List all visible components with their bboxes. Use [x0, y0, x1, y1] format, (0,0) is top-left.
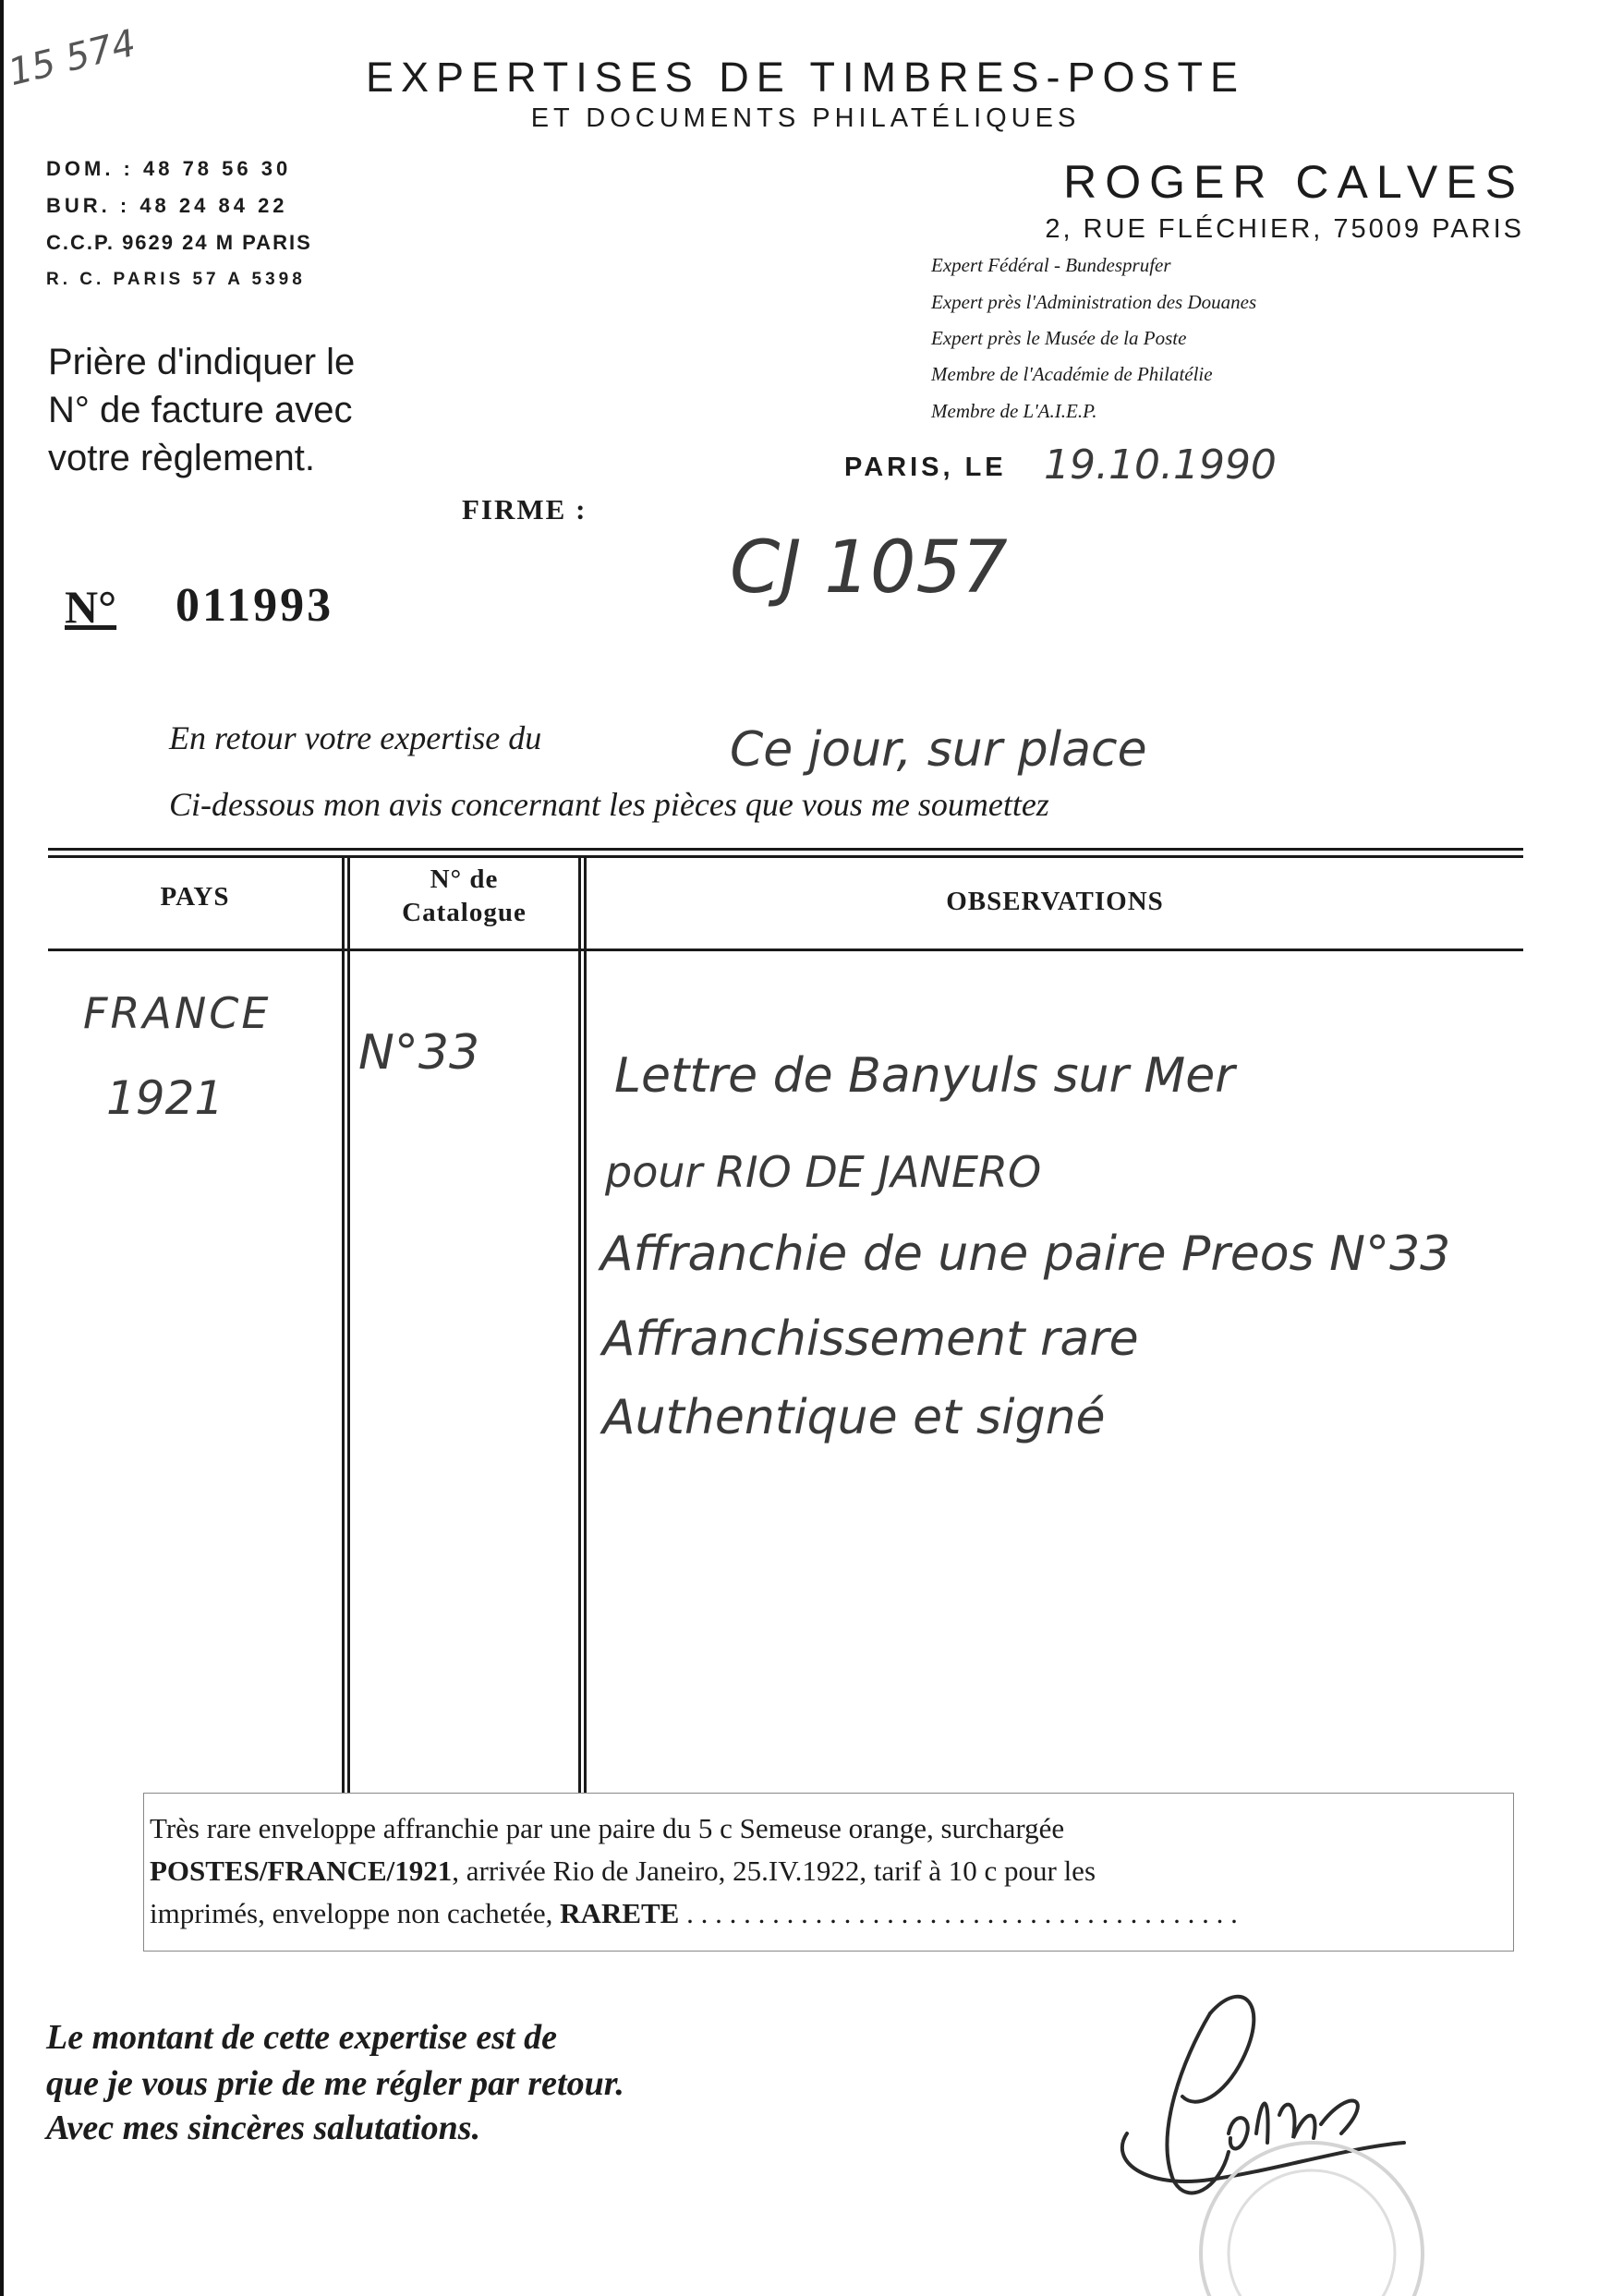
clipping-line	[150, 1855, 1096, 1888]
table-column-divider	[342, 855, 345, 1816]
contact-rc: R. C. PARIS 57 A 5398	[46, 270, 306, 289]
contact-dom: DOM. : 48 78 56 30	[46, 157, 292, 180]
firm-label: FIRME :	[462, 493, 587, 526]
letterhead-title: EXPERTISES DE TIMBRES-POSTE	[365, 54, 1246, 101]
contact-bur: BUR. : 48 24 84 22	[46, 194, 288, 217]
clipping-bold-text: RARETE	[560, 1897, 680, 1929]
credential-line: Expert près l'Administration des Douanes	[931, 291, 1257, 313]
table-column-divider	[584, 855, 587, 1816]
observation-line: Affranchie de une paire Preos N°33	[600, 1227, 1451, 1282]
column-header-catalogue: Catalogue	[402, 898, 527, 927]
letterhead-subtitle: ET DOCUMENTS PHILATÉLIQUES	[530, 103, 1081, 133]
intro-line-2: Ci-dessous mon avis concernant les pièces que vous me soumettez	[169, 786, 1049, 823]
column-header-catalogue: N° de	[430, 864, 499, 894]
cell-pays-country: FRANCE	[83, 988, 272, 1038]
closing-line: Le montant de cette expertise est de	[46, 2018, 557, 2057]
margin-note: 15 574	[4, 21, 140, 95]
date-label: PARIS, LE	[844, 453, 1007, 482]
table-column-divider	[578, 855, 581, 1816]
observation-line: pour RIO DE JANERO	[605, 1147, 1042, 1197]
column-header-observations: OBSERVATIONS	[946, 887, 1164, 916]
column-header-pays: PAYS	[160, 882, 230, 912]
payment-notice-line: N° de facture avec	[48, 390, 353, 430]
clipping-line	[150, 1897, 1238, 1930]
table-top-rule	[48, 848, 1523, 851]
observation-line: Authentique et signé	[602, 1390, 1106, 1445]
expertise-date-value: Ce jour, sur place	[730, 722, 1147, 778]
observation-line: Affranchissement rare	[602, 1311, 1139, 1367]
table-column-divider	[347, 855, 350, 1816]
credential-line: Membre de L'A.I.E.P.	[931, 400, 1097, 422]
closing-line: Avec mes sincères salutations.	[46, 2109, 481, 2147]
payment-notice-line: votre règlement.	[48, 438, 316, 478]
clipping-text: imprimés, enveloppe non cachetée,	[150, 1897, 561, 1929]
clipping-dots: . . . . . . . . . . . . . . . . . . . . . . . . . . . . . . . . . . . . . . .	[679, 1897, 1238, 1929]
payment-notice-line: Prière d'indiquer le	[48, 342, 356, 382]
closing-line: que je vous prie de me régler par retour.	[46, 2064, 624, 2103]
clipping-text: , arrivée Rio de Janeiro, 25.IV.1922, tarif à 10 c pour les	[452, 1855, 1096, 1887]
date-value: 19.10.1990	[1044, 441, 1277, 489]
observation-line: Lettre de Banyuls sur Mer	[614, 1048, 1235, 1104]
clipping-line: Très rare enveloppe affranchie par une paire du 5 c Semeuse orange, surchargée	[150, 1812, 1065, 1844]
intro-line-1: En retour votre expertise du	[169, 719, 542, 756]
credential-line: Expert près le Musée de la Poste	[931, 327, 1187, 349]
expert-address: 2, RUE FLÉCHIER, 75009 PARIS	[1045, 214, 1524, 244]
credential-line: Membre de l'Académie de Philatélie	[931, 363, 1213, 385]
scan-left-edge	[0, 0, 4, 2296]
contact-ccp: C.C.P. 9629 24 M PARIS	[46, 231, 312, 254]
invoice-number: 011993	[176, 579, 334, 632]
faint-stamp	[1192, 2115, 1432, 2296]
table-header-rule	[48, 949, 1523, 951]
cell-catalogue: N°33	[358, 1025, 480, 1081]
clipping-bold-text: POSTES/FRANCE/1921	[150, 1855, 453, 1887]
table-top-rule	[48, 855, 1523, 858]
credential-line: Expert Fédéral - Bundesprufer	[931, 254, 1171, 276]
cell-pays-year: 1921	[106, 1071, 224, 1125]
invoice-number-label: N°	[65, 581, 117, 633]
firm-value: CJ 1057	[730, 526, 1008, 610]
expert-name: ROGER CALVES	[1063, 156, 1524, 208]
